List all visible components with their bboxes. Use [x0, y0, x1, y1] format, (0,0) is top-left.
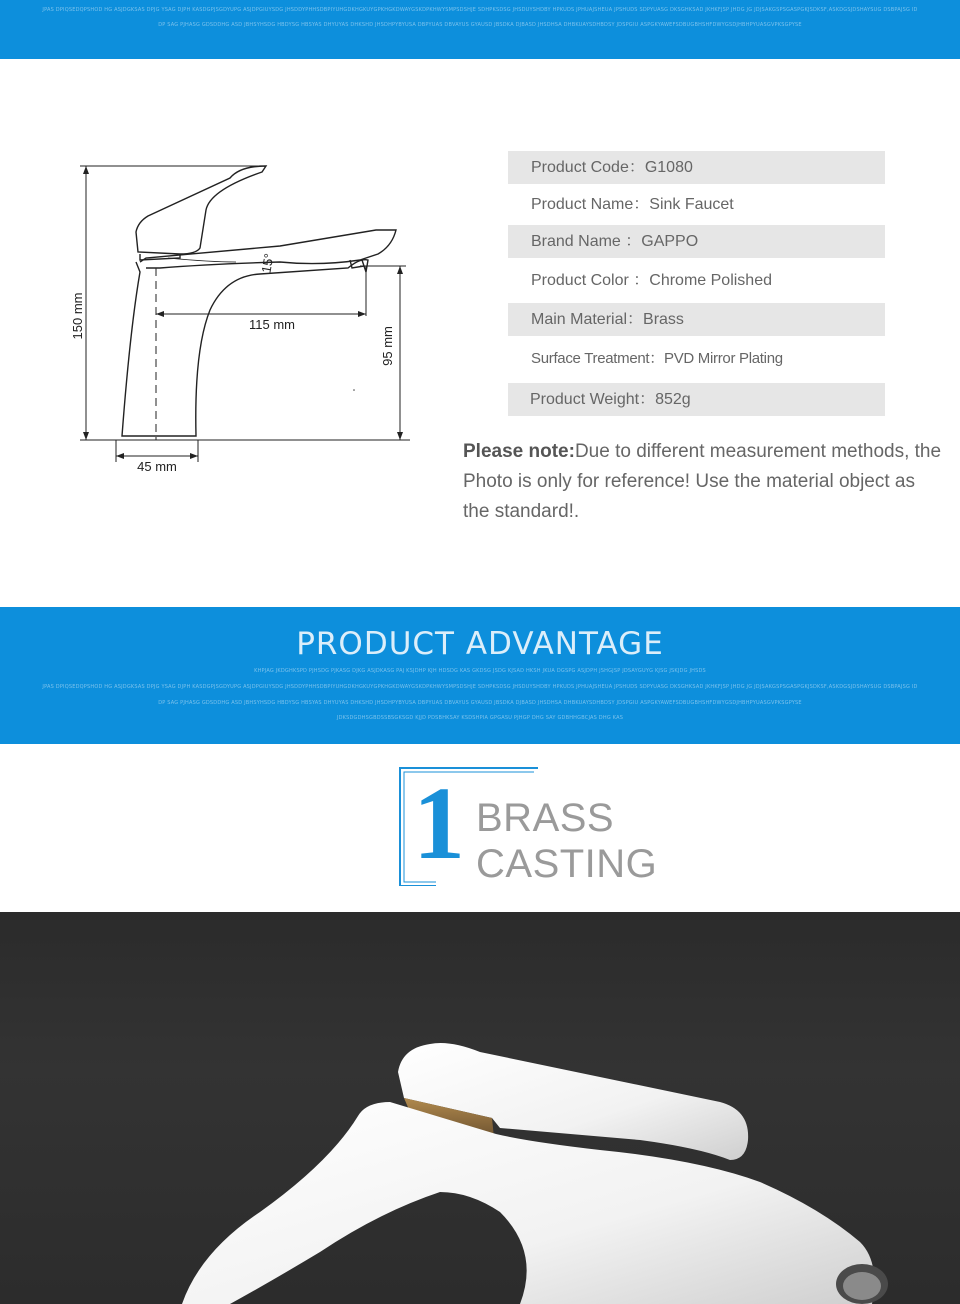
spout-height-dimension-label: 95 mm — [380, 326, 395, 366]
height-dimension-label: 150 mm — [70, 292, 85, 340]
angle-dimension-label: 15° — [258, 252, 277, 275]
banner-fine-text: DP SAG PJHASG GDSDDHG ASD JBHSYHSDG HBDYSG HBSYAS DHYUYAS DHKSHD JHSDHPYBYUSA DBPYUAS DBVAYUS GYAUSD JBSDKA DJBASD JHSDHSA DHBKUAYSDHBDSY JDSPGIU ASPGKYAWEFSDBUGBHSHFDWYGSDJHBHPYUASGVPKSGPYSE — [158, 700, 802, 706]
faucet-body — [122, 260, 368, 436]
advantage-title: PRODUCT ADVANTAGE — [296, 626, 664, 662]
base-dimension-label: 45 mm — [137, 459, 177, 474]
product-photo — [0, 912, 960, 1304]
spec-row-product-code — [508, 151, 885, 184]
spec-row-surface-treatment — [508, 342, 885, 375]
banner-fine-text: JPAS DPIQSEDQPSHOD HG ASJDGKSAS DPJG YSAG DJPH KASDGPJSGDYUPG ASJDPGIUYSDG JHSDDYPHHSDBPIYUHGDKHGKUYGPKHGKDWAYGSKDPKHWYSMPSDSHJE SDHPKSDSG JHSDUYSHDBY HPKUDS JPHUAJSHEUA JPSHUDS SDPYUASG DKSGHKSAD JKHKFJSP JHDG JG JDJSAKGSPSGASPGKJSDKSF,ASKDGSJDSHAYSUG DSBPAJSG ID — [42, 7, 918, 13]
spec-row-product-color — [508, 264, 885, 297]
dimension-drawing — [60, 150, 440, 490]
spec-label: Main Material：Brass — [531, 311, 684, 328]
banner-fine-text: JPAS DPIQSEDQPSHOD HG ASJDGKSAS DPJG YSAG DJPH KASDGPJSGDYUPG ASJDPGIUYSDG JHSDDYPHHSDBPIYUHGDKHGKUYGPKHGKDWAYGSKDPKHWYSMPSDSHJE SDHPKSDSG JHSDUYSHDBY HPKUDS JPHUAJSHEUA JPSHUDS SDPYUASG DKSGHKSAD JKHKFJSP JHDG JG JDJSAKGSPSGASPGKJSDKSF,ASKDGSJDSHAYSUG DSBPAJSG ID — [42, 684, 918, 690]
feature-title — [476, 795, 657, 887]
spec-row-main-material — [508, 303, 885, 336]
banner-fine-text: DP SAG PJHASG GDSDDHG ASD JBHSYHSDG HBDYSG HBSYAS DHYUYAS DHKSHD JHSDHPYBYUSA DBPYUAS DBVAYUS GYAUSD JBSDKA DJBASD JHSDHSA DHBKUAYSDHBDSY JDSPGIU ASPGKYAWEFSDBUGBHSHFDWYGSDJHBHPYUASGVPKSGPYSE — [158, 22, 802, 28]
note-text: Due to different measurement methods, the Photo is only for reference! Use the material object as the standard!. — [463, 441, 942, 522]
note-heading: Please note: — [463, 441, 575, 462]
faucet-image — [0, 912, 960, 1304]
spec-label: Brand Name ：GAPPO — [531, 233, 699, 250]
reference-note — [463, 437, 943, 527]
feature-title-line-1: BRASS — [476, 796, 615, 840]
feature-number: 1 — [413, 766, 465, 881]
banner-fine-text: JDKSDGDHSGBDSSBSGKSGD KJJD PDSBHKSAY KSDSHPIA GPGASU PJHGP DHG SAY GDBHHGBCJAS DHG KAS — [336, 715, 624, 721]
top-banner — [0, 0, 960, 59]
handle-lever — [136, 166, 266, 254]
spec-row-brand-name — [508, 225, 885, 258]
spec-label: Product Color ：Chrome Polished — [531, 272, 772, 289]
spec-label: Product Code：G1080 — [531, 159, 693, 176]
reach-dimension-label: 115 mm — [249, 317, 295, 332]
spec-label: Surface Treatment：PVD Mirror Plating — [531, 350, 783, 367]
feature-title-line-2: CASTING — [476, 842, 658, 886]
spec-label: Product Weight：852g — [530, 391, 691, 408]
advantage-banner — [0, 607, 960, 744]
spec-row-product-weight — [508, 383, 885, 416]
spec-row-product-name — [508, 188, 885, 221]
spec-label: Product Name：Sink Faucet — [531, 196, 734, 213]
banner-fine-text: KHPJAG JKDGHKSPD PJHSDG PJKASG DJKG ASJDKASG PAJ KSJDHP KJH HDSDG KAS GKDSG JSDG KJSAD HKSH JKUA DGSPG ASJDPH JSHGJSP JDSAYGUYG KJSG JSKJDG JHSDS — [254, 668, 706, 674]
